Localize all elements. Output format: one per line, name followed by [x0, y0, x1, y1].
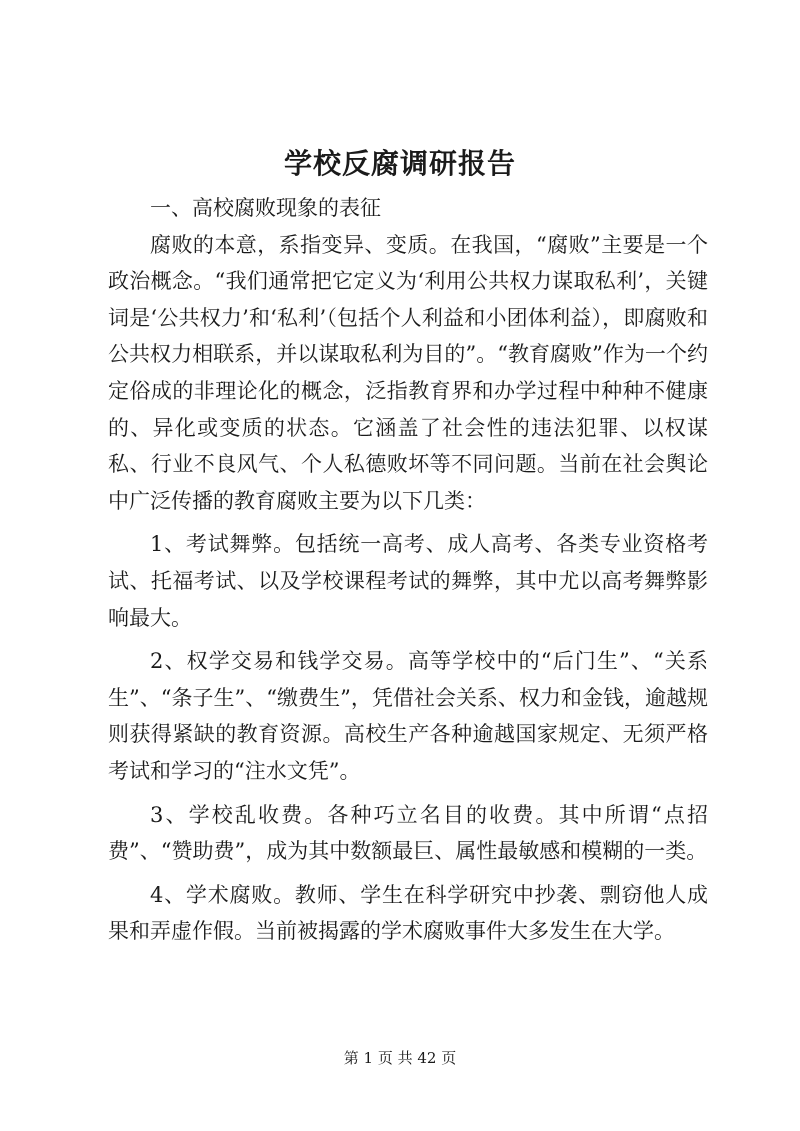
document-body — [108, 190, 708, 950]
body-paragraph: 腐败的本意，系指变异、变质。在我国，“腐败”主要是一个政治概念。“我们通常把它定义为‘利用公共权力谋取私利’，关键词是‘公共权力’和‘私利’（包括个人利益和小团体利益），即腐败和公共权力相联系，并以谋取私利为目的”。“教育腐败”作为一个约定俗成的非理论化的概念，泛指教育界和办学过程中种种不健康的、异化或变质的状态。它涵盖了社会性的违法犯罪、以权谋私、行业不良风气、个人私德败坏等不同问题。当前在社会舆论中广泛传播的教育腐败主要为以下几类： — [108, 232, 708, 513]
body-paragraph: 3、学校乱收费。各种巧立名目的收费。其中所谓“点招费”、“赞助费”，成为其中数额最巨、属性最敏感和模糊的一类。 — [108, 802, 708, 864]
section-heading: 一、高校腐败现象的表征 — [150, 196, 381, 220]
body-paragraph: 2、权学交易和钱学交易。高等学校中的“后门生”、“关系生”、“条子生”、“缴费生”，凭借社会关系、权力和金钱，逾越规则获得紧缺的教育资源。高校生产各种逾越国家规定、无须严格考试和学习的“注水文凭”。 — [108, 649, 708, 783]
body-paragraph: 1、考试舞弊。包括统一高考、成人高考、各类专业资格考试、托福考试、以及学校课程考试的舞弊，其中尤以高考舞弊影响最大。 — [108, 532, 708, 630]
document-title: 学校反腐调研报告 — [283, 147, 516, 180]
page-footer: 第 1 页 共 42 页 — [343, 1049, 457, 1067]
body-paragraph: 4、学术腐败。教师、学生在科学研究中抄袭、剽窃他人成果和弄虚作假。当前被揭露的学术腐败事件大多发生在大学。 — [108, 882, 708, 944]
